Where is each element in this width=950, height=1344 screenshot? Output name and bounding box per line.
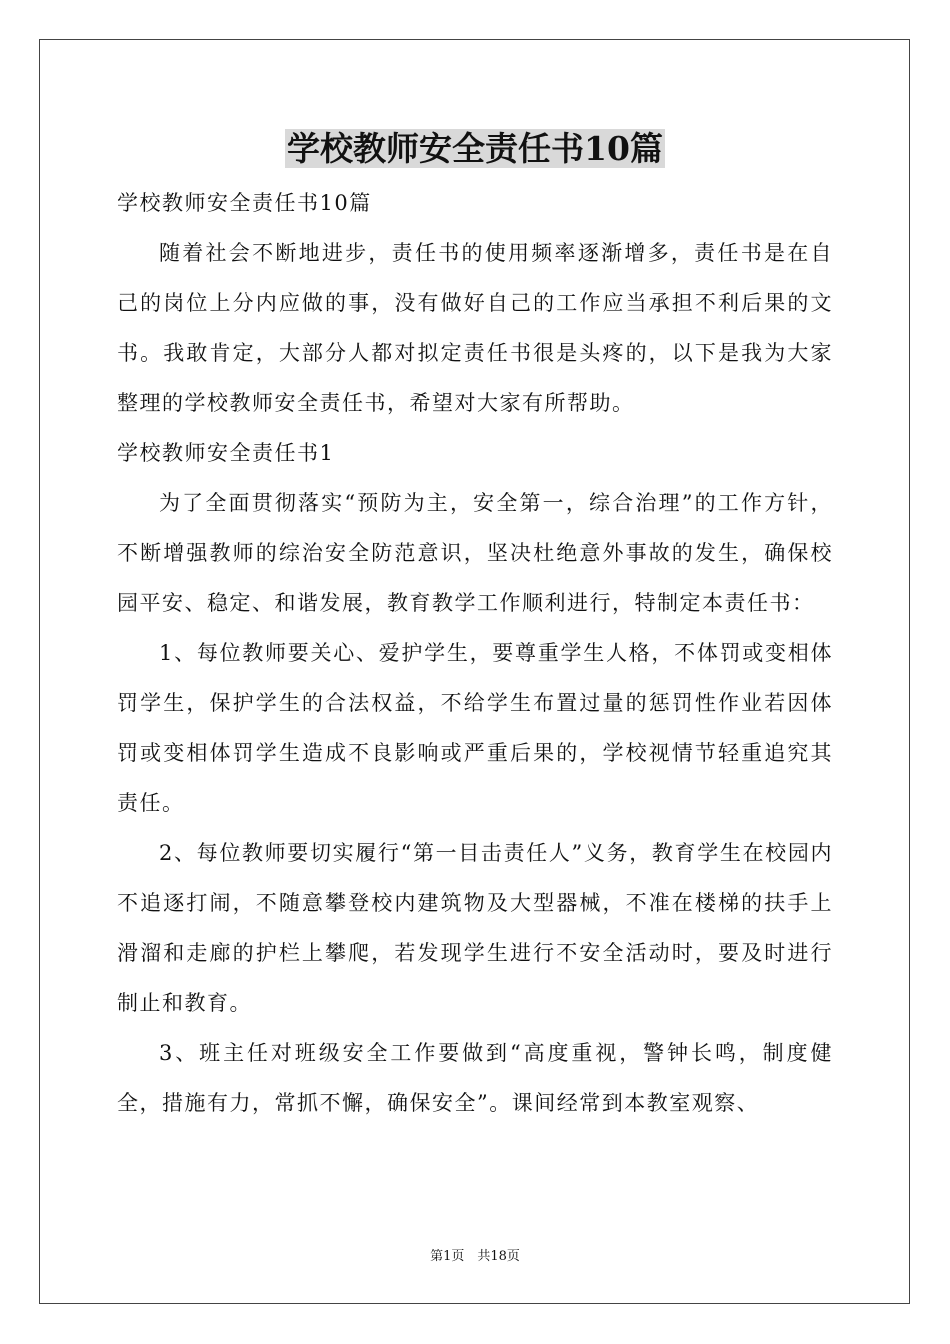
body-paragraph-2: 1、每位教师要关心、爱护学生，要尊重学生人格，不体罚或变相体罚学生，保护学生的合法权益，不给学生布置过量的惩罚性作业若因体罚或变相体罚学生造成不良影响或严重后果的，学校视情节轻重追究其责任。 <box>117 641 833 815</box>
intro-paragraph: 随着社会不断地进步，责任书的使用频率逐渐增多，责任书是在自己的岗位上分内应做的事，没有做好自己的工作应当承担不利后果的文书。我敢肯定，大部分人都对拟定责任书很是头疼的，以下是我为大家整理的学校教师安全责任书，希望对大家有所帮助。 <box>117 241 833 415</box>
body-paragraph-4: 3、班主任对班级安全工作要做到“高度重视，警钟长鸣，制度健全，措施有力，常抓不懈，确保安全”。课间经常到本教室观察、 <box>117 1041 833 1115</box>
document-title <box>0 127 950 171</box>
document-body <box>117 178 833 1128</box>
body-paragraph-1: 为了全面贯彻落实“预防为主，安全第一，综合治理”的工作方针，不断增强教师的综治安全防范意识，坚决杜绝意外事故的发生，确保校园平安、稳定、和谐发展，教育教学工作顺利进行，特制定本责任书： <box>117 491 833 615</box>
section-heading: 学校教师安全责任书1 <box>117 441 335 465</box>
page-number-footer: 第1页 共18页 <box>430 1249 520 1264</box>
body-paragraph-3: 2、每位教师要切实履行“第一目击责任人”义务，教育学生在校园内不追逐打闹，不随意攀登校内建筑物及大型器械，不准在楼梯的扶手上滑溜和走廊的护栏上攀爬，若发现学生进行不安全活动时，要及时进行制止和教育。 <box>117 841 833 1015</box>
document-subtitle: 学校教师安全责任书10篇 <box>117 191 372 215</box>
document-title-text: 学校教师安全责任书10篇 <box>287 129 663 168</box>
